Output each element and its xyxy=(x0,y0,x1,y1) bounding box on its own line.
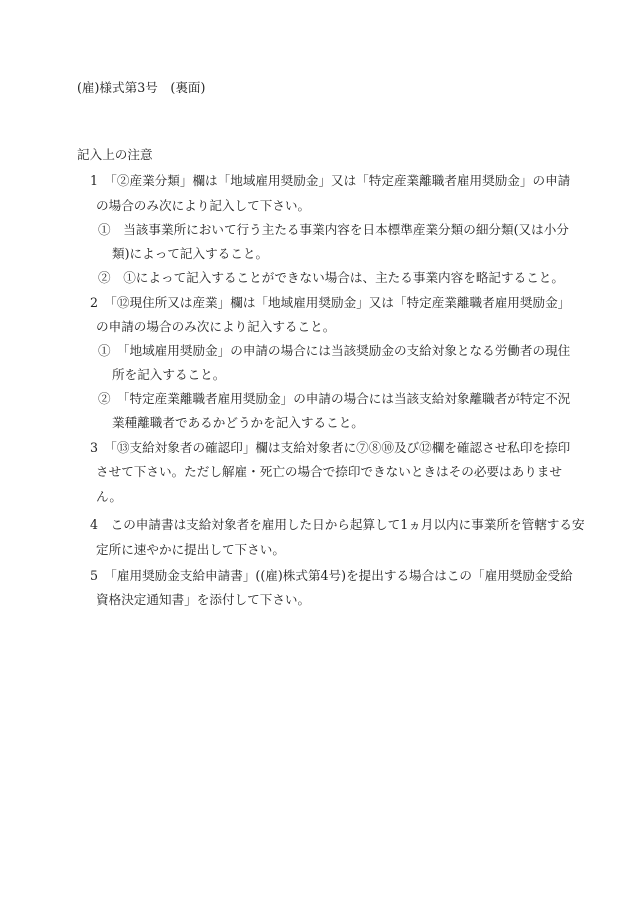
note-3-line-2: させて下さい。ただし解雇・死亡の場合で捺印できないときはその必要はありませ xyxy=(96,464,562,479)
note-2-line-2: の申請の場合のみ次により記入すること。 xyxy=(96,319,336,334)
note-2-line-1: 2 「⑫現住所又は産業」欄は「地域雇用奨励金」又は「特定産業離職者雇用奨励金」 xyxy=(90,295,571,310)
note-3-line-1: 3 「⑬支給対象者の確認印」欄は支給対象者に⑦⑧⑩及び⑫欄を確認させ私印を捺印 xyxy=(90,440,571,455)
note-4-line-2: 定所に速やかに提出して下さい。 xyxy=(96,542,285,557)
form-header: (雇)様式第3号 (裏面) xyxy=(77,80,206,95)
notes-heading: 記入上の注意 xyxy=(77,147,153,162)
note-5-line-1: 5 「雇用奨励金支給申請書」((雇)株式第4号)を提出する場合はこの「雇用奨励金受給 xyxy=(90,568,573,583)
note-1-sub-1-line-1: ① 当該事業所において行う主たる事業内容を日本標準産業分類の細分類(又は小分 xyxy=(98,222,569,237)
note-1-line-1: 1 「②産業分類」欄は「地域雇用奨励金」又は「特定産業離職者雇用奨励金」の申請 xyxy=(90,173,571,188)
note-5-line-2: 資格決定通知書」を添付して下さい。 xyxy=(96,592,311,607)
note-2-sub-2-line-2: 業種離職者であるかどうかを記入すること。 xyxy=(112,415,364,430)
note-1-line-2: の場合のみ次により記入して下さい。 xyxy=(96,198,311,213)
note-1-sub-1-line-2: 類)によって記入すること。 xyxy=(112,246,269,261)
note-2-sub-1-line-1: ① 「地域雇用奨励金」の申請の場合には当該奨励金の支給対象となる労働者の現住 xyxy=(98,343,571,358)
note-2-sub-2-line-1: ② 「特定産業離職者雇用奨励金」の申請の場合には当該支給対象離職者が特定不況 xyxy=(98,391,571,406)
note-1-sub-2: ② ①によって記入することができない場合は、主たる事業内容を略記すること。 xyxy=(98,270,564,285)
note-3-line-3: ん。 xyxy=(96,489,122,504)
note-2-sub-1-line-2: 所を記入すること。 xyxy=(112,367,226,382)
note-4-line-1: 4 この申請書は支給対象者を雇用した日から起算して1ヵ月以内に事業所を管轄する安 xyxy=(90,517,585,532)
